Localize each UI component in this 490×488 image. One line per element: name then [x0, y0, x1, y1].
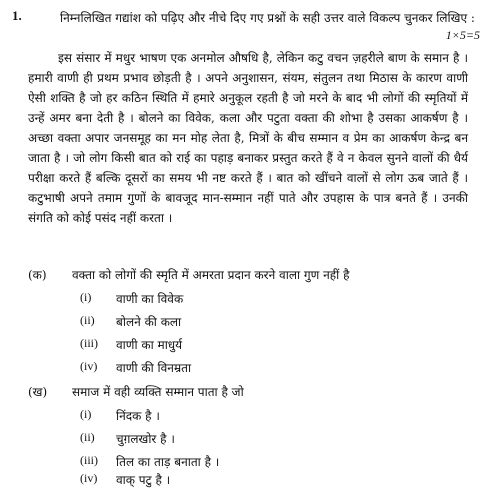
- option-label: (iii): [80, 453, 98, 467]
- option-label: (ii): [80, 313, 95, 327]
- option-label: (i): [80, 290, 92, 304]
- option-text: वाणी की विनम्रता: [116, 361, 192, 375]
- option-text: बोलने की कला: [116, 315, 182, 329]
- option-label: (iii): [80, 336, 98, 350]
- subquestion-label: (क): [28, 268, 47, 282]
- option-label: (iv): [80, 471, 98, 485]
- option-text: चुग़लखोर है ।: [116, 432, 175, 446]
- option-text: निंदक है ।: [116, 409, 160, 423]
- subquestion-text: समाज में वही व्यक्ति सम्मान पाता है जो: [72, 385, 244, 399]
- option-text: वाणी का विवेक: [116, 292, 184, 306]
- passage-text: इस संसार में मधुर भाषण एक अनमोल औषधि है, लेकिन कटु वचन ज़हरीले बाण के समान है । हमारी वाणी ही प्रथम प्रभाव छोड़ती है । अपने अनुशासन, संयम, संतुलन तथा मिठास के कारण वाणी ऐसी शक्ति है जो हर कठिन स्थिति में हमारे अनुकूल रहती है जो मरने के बाद भी लोगों की स्मृतियों में उन्हें अमर बना देती है । बोलने का विवेक, कला और पटुता वक्ता की शोभा है उसका आकर्षण है । अच्छा वक्ता अपार जनसमूह का मन मोह लेता है, मित्रों के बीच सम्मान व प्रेम का आकर्षण केन्द्र बन जाता है । जो लोग किसी बात को राई का पहाड़ बनाकर प्रस्तुत करते हैं वे न केवल सुनने वालों की धैर्य परीक्षा करते हैं बल्कि दूसरों का समय भी नष्ट करते हैं । बात को खींचने वालों से लोग ऊब जाते हैं । कटुभाषी अपने तमाम गुणों के बावजूद मान-सम्मान नहीं पाते और उपहास के पात्र बनते हैं । उनकी संगति को कोई पसंद नहीं करता ।: [28, 51, 468, 225]
- option-label: (i): [80, 407, 92, 421]
- option-label: (iv): [80, 359, 98, 373]
- option-label: (ii): [80, 430, 95, 444]
- option-text: तिल का ताड़ बनाता है ।: [116, 455, 220, 469]
- subquestion-text: वक्ता को लोगों की स्मृति में अमरता प्रदान करने वाला गुण नहीं है: [72, 268, 350, 282]
- option-text: वाणी का माधुर्य: [116, 338, 183, 352]
- subquestion-label: (ख): [28, 385, 48, 399]
- marks-allocation: 1×5=5: [445, 28, 480, 42]
- option-text: वाक् पटु है ।: [116, 473, 171, 487]
- question-number: 1.: [12, 8, 22, 23]
- question-instruction: निम्नलिखित गद्यांश को पढ़िए और नीचे दिए गए प्रश्नों के सही उत्तर वाले विकल्प चुनकर लिखिए :: [60, 11, 475, 25]
